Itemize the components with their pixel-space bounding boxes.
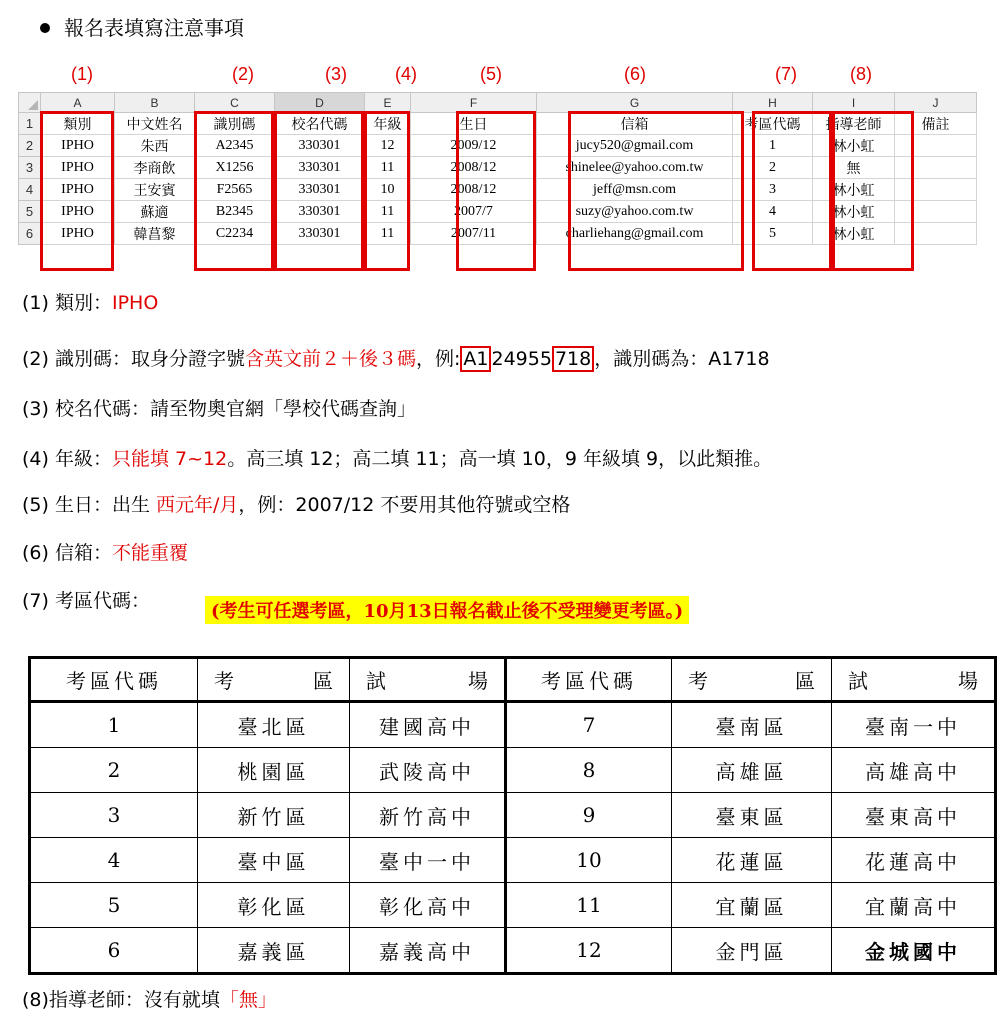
cell[interactable]: [895, 201, 977, 223]
column-header-row: [19, 93, 977, 113]
sheet-row-6: [19, 223, 977, 245]
cell[interactable]: 12: [365, 135, 411, 157]
select-all-corner[interactable]: [19, 93, 41, 113]
row-header[interactable]: 1: [19, 113, 41, 135]
exam-venue: 新竹高中: [350, 793, 506, 838]
cell[interactable]: jeff@msn.com: [537, 179, 733, 201]
cell[interactable]: jucy520@gmail.com: [537, 135, 733, 157]
cell[interactable]: 4: [733, 201, 813, 223]
cell[interactable]: X1256: [195, 157, 275, 179]
exam-code: 11: [506, 883, 672, 928]
cell[interactable]: 林小虹: [813, 135, 895, 157]
column-header-j[interactable]: J: [895, 93, 977, 113]
header-code-1: 考區代碼: [30, 658, 198, 702]
marker-3: (3): [325, 64, 347, 84]
table-row: [30, 928, 996, 974]
exam-venue: 金城國中: [832, 928, 996, 974]
cell[interactable]: [895, 223, 977, 245]
row-header[interactable]: 4: [19, 179, 41, 201]
cell[interactable]: 2009/12: [411, 135, 537, 157]
column-header-h[interactable]: H: [733, 93, 813, 113]
sheet-row-1: [19, 113, 977, 135]
exam-venue: 臺南一中: [832, 702, 996, 748]
exam-venue: 彰化高中: [350, 883, 506, 928]
exam-area-table: [28, 656, 997, 975]
cell[interactable]: IPHO: [41, 201, 115, 223]
column-header-d[interactable]: D: [275, 93, 365, 113]
note-6: (6) 信箱：不能重覆: [22, 542, 188, 564]
row-header[interactable]: 5: [19, 201, 41, 223]
marker-5: (5): [480, 64, 502, 84]
exam-venue: 花蓮高中: [832, 838, 996, 883]
cell[interactable]: 2008/12: [411, 157, 537, 179]
cell[interactable]: 識別碼: [195, 113, 275, 135]
exam-area: 嘉義區: [198, 928, 350, 974]
cell[interactable]: 11: [365, 201, 411, 223]
exam-venue: 宜蘭高中: [832, 883, 996, 928]
cell[interactable]: [895, 135, 977, 157]
cell[interactable]: 類別: [41, 113, 115, 135]
exam-area: 臺東區: [672, 793, 832, 838]
spreadsheet-grid: [18, 92, 977, 245]
cell[interactable]: 11: [365, 157, 411, 179]
cell[interactable]: 2007/7: [411, 201, 537, 223]
marker-7: (7): [775, 64, 797, 84]
cell[interactable]: 生日: [411, 113, 537, 135]
cell[interactable]: [895, 157, 977, 179]
cell[interactable]: 2008/12: [411, 179, 537, 201]
exam-area: 桃園區: [198, 748, 350, 793]
exam-venue: 建國高中: [350, 702, 506, 748]
exam-area: 新竹區: [198, 793, 350, 838]
spreadsheet-example: [18, 64, 998, 274]
exam-area: 彰化區: [198, 883, 350, 928]
header-venue-2: 試 場: [832, 658, 996, 702]
row-header[interactable]: 2: [19, 135, 41, 157]
cell[interactable]: 330301: [275, 135, 365, 157]
column-header-c[interactable]: C: [195, 93, 275, 113]
cell[interactable]: F2565: [195, 179, 275, 201]
exam-code: 10: [506, 838, 672, 883]
cell[interactable]: 1: [733, 135, 813, 157]
table-row: [30, 793, 996, 838]
exam-venue: 武陵高中: [350, 748, 506, 793]
exam-code: 4: [30, 838, 198, 883]
exam-code: 6: [30, 928, 198, 974]
cell[interactable]: 信箱: [537, 113, 733, 135]
column-header-i[interactable]: I: [813, 93, 895, 113]
cell[interactable]: IPHO: [41, 179, 115, 201]
cell[interactable]: 韓菖黎: [115, 223, 195, 245]
sheet-row-4: [19, 179, 977, 201]
cell[interactable]: IPHO: [41, 157, 115, 179]
cell[interactable]: 備註: [895, 113, 977, 135]
column-header-a[interactable]: A: [41, 93, 115, 113]
cell[interactable]: 330301: [275, 201, 365, 223]
marker-4: (4): [395, 64, 417, 84]
note-8: (8)指導老師：沒有就填「無」: [22, 989, 277, 1011]
column-header-g[interactable]: G: [537, 93, 733, 113]
exam-venue: 臺東高中: [832, 793, 996, 838]
exam-code: 2: [30, 748, 198, 793]
column-header-e[interactable]: E: [365, 93, 411, 113]
exam-venue: 臺中一中: [350, 838, 506, 883]
marker-2: (2): [232, 64, 254, 84]
cell[interactable]: 11: [365, 223, 411, 245]
header-venue-1: 試 場: [350, 658, 506, 702]
cell[interactable]: C2234: [195, 223, 275, 245]
cell[interactable]: 中文姓名: [115, 113, 195, 135]
marker-8: (8): [850, 64, 872, 84]
note-7: (7) 考區代碼：: [22, 590, 150, 612]
exam-area: 宜蘭區: [672, 883, 832, 928]
cell[interactable]: 王安賓: [115, 179, 195, 201]
cell[interactable]: 3: [733, 179, 813, 201]
cell[interactable]: A2345: [195, 135, 275, 157]
table-row: [30, 883, 996, 928]
header-area-1: 考 區: [198, 658, 350, 702]
exam-area: 臺南區: [672, 702, 832, 748]
exam-area: 臺北區: [198, 702, 350, 748]
cell[interactable]: charliehang@gmail.com: [537, 223, 733, 245]
cell[interactable]: [895, 179, 977, 201]
header-code-2: 考區代碼: [506, 658, 672, 702]
cell[interactable]: 330301: [275, 157, 365, 179]
cell[interactable]: IPHO: [41, 135, 115, 157]
note-5: (5) 生日：出生 西元年/月，例：2007/12 不要用其他符號或空格: [22, 494, 571, 516]
cell[interactable]: 2: [733, 157, 813, 179]
exam-code: 5: [30, 883, 198, 928]
page-title: 報名表填寫注意事項: [40, 12, 244, 41]
cell[interactable]: 李商飲: [115, 157, 195, 179]
header-area-2: 考 區: [672, 658, 832, 702]
cell[interactable]: IPHO: [41, 223, 115, 245]
cell[interactable]: 林小虹: [813, 223, 895, 245]
sheet-row-3: [19, 157, 977, 179]
row-header[interactable]: 6: [19, 223, 41, 245]
cell[interactable]: 5: [733, 223, 813, 245]
cell[interactable]: 330301: [275, 179, 365, 201]
cell[interactable]: 無: [813, 157, 895, 179]
cell[interactable]: 考區代碼: [733, 113, 813, 135]
exam-area: 花蓮區: [672, 838, 832, 883]
cell[interactable]: 林小虹: [813, 201, 895, 223]
cell[interactable]: 朱西: [115, 135, 195, 157]
marker-1: (1): [71, 64, 93, 84]
exam-area: 金門區: [672, 928, 832, 974]
column-header-b[interactable]: B: [115, 93, 195, 113]
exam-table-header: [30, 658, 996, 702]
cell[interactable]: 330301: [275, 223, 365, 245]
sheet-row-5: [19, 201, 977, 223]
exam-area: 高雄區: [672, 748, 832, 793]
cell[interactable]: 2007/11: [411, 223, 537, 245]
cell[interactable]: 蘇適: [115, 201, 195, 223]
exam-code: 12: [506, 928, 672, 974]
cell[interactable]: 林小虹: [813, 179, 895, 201]
row-header[interactable]: 3: [19, 157, 41, 179]
note-3: (3) 校名代碼：請至物奧官網「學校代碼查詢」: [22, 398, 416, 420]
column-header-f[interactable]: F: [411, 93, 537, 113]
note-2: (2) 識別碼：取身分證字號含英文前２＋後３碼，例: A1 24955 718 ，識別碼為：A1718: [22, 348, 770, 370]
table-row: [30, 702, 996, 748]
marker-6: (6): [624, 64, 646, 84]
table-row: [30, 838, 996, 883]
exam-code: 8: [506, 748, 672, 793]
exam-area-warning: (考生可任選考區，10月13日報名截止後不受理變更考區。): [205, 596, 689, 624]
exam-venue: 嘉義高中: [350, 928, 506, 974]
exam-area: 臺中區: [198, 838, 350, 883]
sheet-row-2: [19, 135, 977, 157]
cell[interactable]: shinelee@yahoo.com.tw: [537, 157, 733, 179]
note-1: (1) 類別：IPHO: [22, 292, 159, 314]
cell[interactable]: suzy@yahoo.com.tw: [537, 201, 733, 223]
cell[interactable]: B2345: [195, 201, 275, 223]
cell[interactable]: 指導老師: [813, 113, 895, 135]
exam-code: 9: [506, 793, 672, 838]
exam-code: 3: [30, 793, 198, 838]
cell[interactable]: 10: [365, 179, 411, 201]
exam-code: 1: [30, 702, 198, 748]
cell[interactable]: 年級: [365, 113, 411, 135]
bullet-icon: [40, 23, 50, 33]
exam-code: 7: [506, 702, 672, 748]
exam-venue: 高雄高中: [832, 748, 996, 793]
cell[interactable]: 校名代碼: [275, 113, 365, 135]
table-row: [30, 748, 996, 793]
note-4: (4) 年級：只能填 7~12。高三填 12；高二填 11；高一填 10，9 年級填 9，以此類推。: [22, 448, 773, 470]
